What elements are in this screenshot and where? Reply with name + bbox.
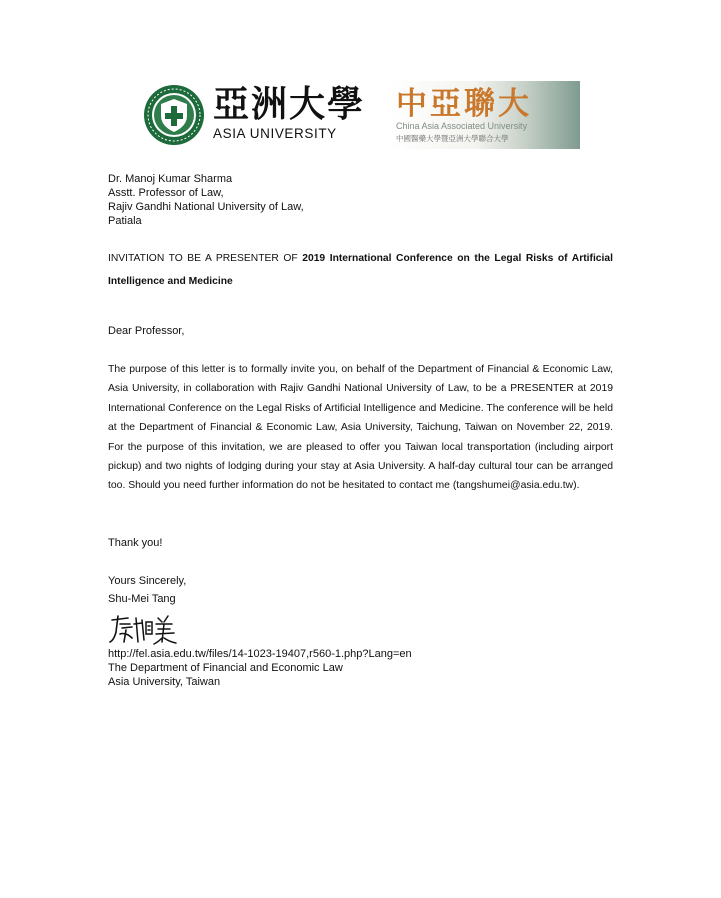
caa-logo-subtitle: 中國醫藥大學暨亞洲大學聯合大學 (396, 134, 509, 143)
asia-university-seal-icon (143, 84, 205, 146)
salutation: Dear Professor, (108, 325, 185, 337)
recipient-city: Patiala (108, 215, 142, 227)
asia-university-logo (143, 82, 365, 146)
china-asia-associated-logo (390, 81, 580, 149)
recipient-title: Asstt. Professor of Law, (108, 187, 224, 199)
sender-name: Shu-Mei Tang (108, 593, 176, 605)
sender-url-link[interactable]: http://fel.asia.edu.tw/files/14-1023-19407,r560-1.php?Lang=en (108, 648, 412, 660)
recipient-institution: Rajiv Gandhi National University of Law, (108, 201, 304, 213)
recipient-name: Dr. Manoj Kumar Sharma (108, 173, 233, 185)
asia-logo-chinese-text: 亞洲大學 (213, 83, 366, 125)
handwritten-signature (108, 612, 178, 646)
thanks-line: Thank you! (108, 537, 163, 549)
caa-logo-english-text: China Asia Associated University (396, 121, 528, 131)
caa-logo-chinese-text: 中亞聯大 (396, 86, 532, 122)
sender-department: The Department of Financial and Economic Law (108, 662, 343, 674)
sender-university: Asia University, Taiwan (108, 676, 221, 688)
subject-prefix: INVITATION TO BE A PRESENTER OF (108, 253, 298, 264)
letter-subject (108, 247, 613, 293)
asia-logo-english-text: ASIA UNIVERSITY (213, 126, 337, 141)
closing-line: Yours Sincerely, (108, 575, 187, 587)
subject-main: 2019 International Conference on the Legal Risks of Artificial Intelligence and Medicine (108, 253, 613, 287)
body-paragraph: The purpose of this letter is to formally invite you, on behalf of the Department of Financial & Economic Law, Asia University, in collaboration with Rajiv Gandhi National University of Law, to be a PRESENTER at 2019 International Conference on the Legal Risks of Artificial Intelligence and Medicine. The conference will be held at the Department of Financial & Economic Law, Asia University, Taichung, Taiwan on November 22, 2019. For the purpose of this invitation, we are pleased to offer you Taiwan local transportation (including airport pickup) and two nights of lodging during your stay at Asia University. A half-day cultural tour can be arranged too. Should you need further information do not be hesitated to contact me (tangshumei@asia.edu.tw). (108, 364, 613, 492)
